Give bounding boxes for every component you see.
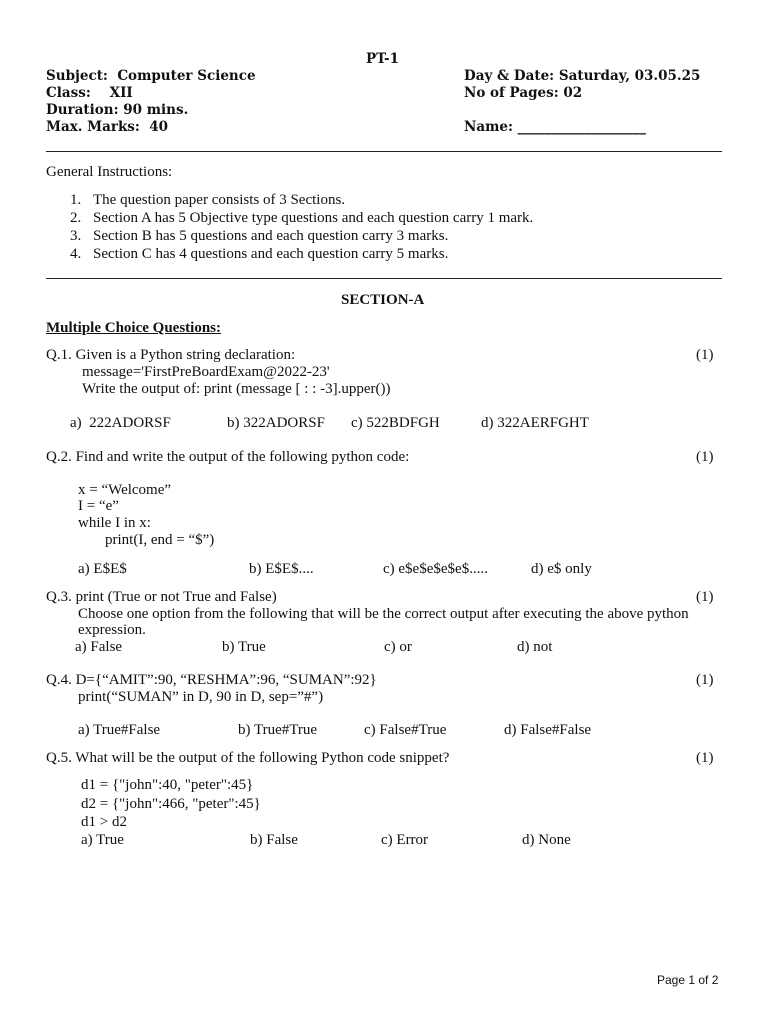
instruction-number: 2. bbox=[70, 210, 82, 226]
option-d: d) 322AERFGHT bbox=[481, 415, 589, 431]
question-text: Q.2. Find and write the output of the following python code: bbox=[46, 449, 410, 465]
question-marks: (1) bbox=[696, 750, 714, 766]
question-line: expression. bbox=[78, 622, 146, 638]
code-line: print(I, end = “$”) bbox=[105, 532, 215, 548]
question-line: Choose one option from the following that will be the correct output after executing the above python bbox=[78, 606, 689, 622]
option-a: a) E$E$ bbox=[78, 561, 127, 577]
option-c: c) False#True bbox=[364, 722, 447, 738]
option-b: b) True bbox=[222, 639, 266, 655]
option-a: a) 222ADORSF bbox=[70, 415, 171, 431]
option-b: b) E$E$.... bbox=[249, 561, 314, 577]
question-text: Q.3. print (True or not True and False) bbox=[46, 589, 277, 605]
option-b: b) 322ADORSF bbox=[227, 415, 325, 431]
question-text: Q.1. Given is a Python string declaration: bbox=[46, 347, 296, 363]
instruction-text: The question paper consists of 3 Sections. bbox=[93, 192, 346, 208]
max-marks-label: Max. Marks: 40 bbox=[46, 119, 169, 135]
instruction-text: Section A has 5 Objective type questions and each question carry 1 mark. bbox=[93, 210, 534, 226]
instructions-heading: General Instructions: bbox=[46, 164, 173, 180]
instruction-number: 1. bbox=[70, 192, 82, 208]
question-line: Write the output of: print (message [ : : -3].upper()) bbox=[82, 381, 391, 397]
question-marks: (1) bbox=[696, 347, 714, 363]
pages-label: No of Pages: 02 bbox=[464, 85, 583, 101]
section-subtitle: Multiple Choice Questions: bbox=[46, 320, 221, 336]
duration-label: Duration: 90 mins. bbox=[46, 102, 189, 118]
day-date-label: Day & Date: Saturday, 03.05.25 bbox=[464, 68, 701, 84]
instructions-divider bbox=[46, 278, 722, 279]
instruction-text: Section C has 4 questions and each question carry 5 marks. bbox=[93, 246, 449, 262]
option-d: d) e$ only bbox=[531, 561, 592, 577]
class-label: Class: XII bbox=[46, 85, 133, 101]
name-field-label: Name: ___________________ bbox=[464, 119, 646, 135]
option-c: c) e$e$e$e$e$..... bbox=[383, 561, 488, 577]
code-line: d2 = {"john":466, "peter":45} bbox=[81, 796, 261, 812]
page-number: Page 1 of 2 bbox=[657, 973, 719, 987]
option-b: b) True#True bbox=[238, 722, 318, 738]
instruction-number: 3. bbox=[70, 228, 82, 244]
option-d: d) not bbox=[517, 639, 553, 655]
code-line: d1 = {"john":40, "peter":45} bbox=[81, 777, 254, 793]
question-marks: (1) bbox=[696, 589, 714, 605]
instruction-number: 4. bbox=[70, 246, 82, 262]
question-text: Q.4. D={“AMIT”:90, “RESHMA”:96, “SUMAN”:92} bbox=[46, 672, 377, 688]
section-title: SECTION-A bbox=[341, 292, 425, 308]
code-line: I = “e” bbox=[78, 498, 119, 514]
subject-label: Subject: Computer Science bbox=[46, 68, 256, 84]
code-line: message='FirstPreBoardExam@2022-23' bbox=[82, 364, 330, 380]
option-a: a) True bbox=[81, 832, 124, 848]
option-a: a) False bbox=[75, 639, 123, 655]
option-a: a) True#False bbox=[78, 722, 161, 738]
instruction-text: Section B has 5 questions and each question carry 3 marks. bbox=[93, 228, 449, 244]
code-line: print(“SUMAN” in D, 90 in D, sep=”#”) bbox=[78, 689, 324, 705]
option-d: d) False#False bbox=[504, 722, 592, 738]
option-c: c) Error bbox=[381, 832, 429, 848]
code-line: x = “Welcome” bbox=[78, 482, 172, 498]
option-c: c) 522BDFGH bbox=[351, 415, 440, 431]
option-b: b) False bbox=[250, 832, 298, 848]
option-c: c) or bbox=[384, 639, 412, 655]
code-line: d1 > d2 bbox=[81, 814, 127, 830]
question-text: Q.5. What will be the output of the following Python code snippet? bbox=[46, 750, 450, 766]
option-d: d) None bbox=[522, 832, 571, 848]
question-marks: (1) bbox=[696, 672, 714, 688]
page-title: PT-1 bbox=[366, 51, 399, 67]
question-marks: (1) bbox=[696, 449, 714, 465]
code-line: while I in x: bbox=[78, 515, 151, 531]
header-divider bbox=[46, 151, 722, 152]
